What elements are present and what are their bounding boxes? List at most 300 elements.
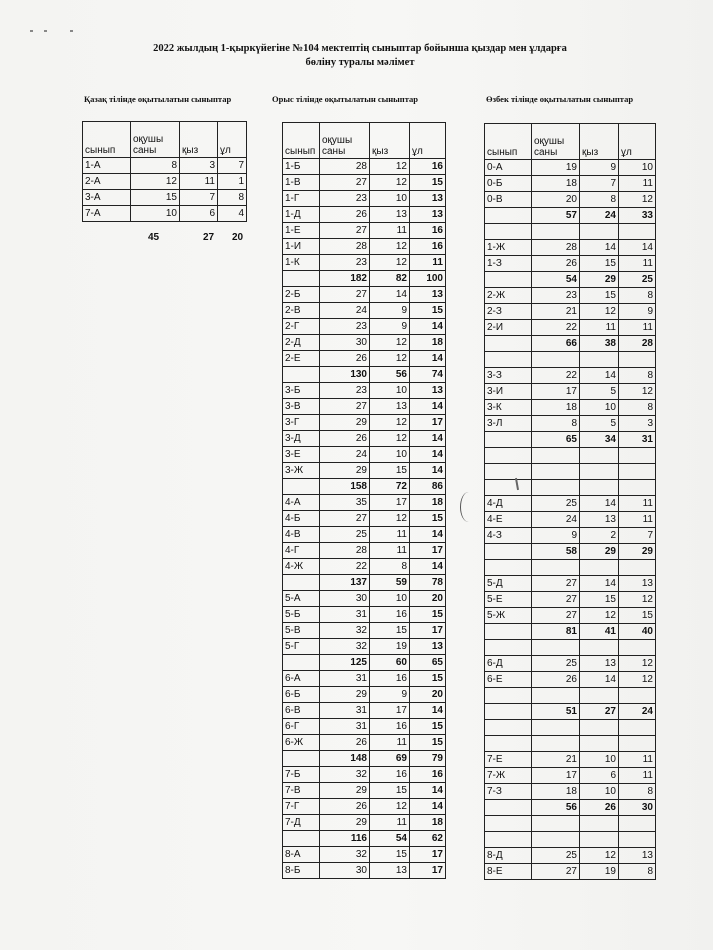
cell-boys: 15 xyxy=(410,671,446,687)
cell-boys: 13 xyxy=(410,383,446,399)
cell-girls: 11 xyxy=(180,174,218,190)
cell-class: 2-Д xyxy=(283,335,320,351)
cell-girls: 14 xyxy=(580,240,619,256)
cell-students: 23 xyxy=(532,288,580,304)
cell-class xyxy=(283,575,320,591)
cell-girls: 16 xyxy=(370,719,410,735)
cell-class xyxy=(283,751,320,767)
cell-class xyxy=(485,448,532,464)
cell-students: 27 xyxy=(532,608,580,624)
cell-students: 158 xyxy=(320,479,370,495)
cell-students: 27 xyxy=(320,175,370,191)
cell-girls: 13 xyxy=(370,863,410,879)
cell-girls: 59 xyxy=(370,575,410,591)
cell-boys: 20 xyxy=(410,687,446,703)
cell-boys: 11 xyxy=(410,255,446,271)
table-row xyxy=(485,480,656,496)
cell-students xyxy=(532,688,580,704)
cell-class: 7-Д xyxy=(283,815,320,831)
table-row xyxy=(485,160,656,176)
cell-girls: 72 xyxy=(370,479,410,495)
cell-girls: 15 xyxy=(370,623,410,639)
cell-students: 22 xyxy=(320,559,370,575)
cell-class: 4-Г xyxy=(283,543,320,559)
cell-students: 29 xyxy=(320,415,370,431)
cell-students: 27 xyxy=(532,592,580,608)
table-row xyxy=(283,543,446,559)
cell-girls xyxy=(580,736,619,752)
cell-girls: 41 xyxy=(580,624,619,640)
cell-class: 2-Е xyxy=(283,351,320,367)
cell-girls: 12 xyxy=(580,608,619,624)
cell-girls: 13 xyxy=(370,399,410,415)
cell-class xyxy=(283,271,320,287)
cell-class xyxy=(283,655,320,671)
table-row xyxy=(283,383,446,399)
table-row xyxy=(485,752,656,768)
cell-class xyxy=(283,367,320,383)
cell-girls: 11 xyxy=(370,815,410,831)
table-row xyxy=(485,736,656,752)
cell-boys: 28 xyxy=(619,336,656,352)
cell-class: 1-К xyxy=(283,255,320,271)
cell-boys: 18 xyxy=(410,335,446,351)
cell-boys xyxy=(619,480,656,496)
cell-class: 4-Е xyxy=(485,512,532,528)
header-girls xyxy=(580,124,619,160)
subtotal-row xyxy=(283,751,446,767)
cell-girls: 11 xyxy=(370,735,410,751)
cell-boys: 12 xyxy=(619,656,656,672)
cell-class xyxy=(485,464,532,480)
cell-students: 51 xyxy=(532,704,580,720)
cell-girls: 14 xyxy=(580,576,619,592)
cell-boys: 16 xyxy=(410,767,446,783)
cell-students: 137 xyxy=(320,575,370,591)
cell-boys: 13 xyxy=(619,848,656,864)
table-row xyxy=(485,592,656,608)
cell-girls: 11 xyxy=(370,543,410,559)
table-row xyxy=(485,784,656,800)
table-row xyxy=(283,847,446,863)
pencil-marks xyxy=(30,30,90,32)
subtotal-row xyxy=(283,575,446,591)
cell-girls: 12 xyxy=(370,255,410,271)
cell-girls: 15 xyxy=(580,288,619,304)
cell-class: 1-Б xyxy=(283,159,320,175)
header-students xyxy=(131,122,180,158)
cell-girls xyxy=(580,640,619,656)
cell-students: 23 xyxy=(320,383,370,399)
cell-girls: 38 xyxy=(580,336,619,352)
cell-students xyxy=(532,720,580,736)
table-row xyxy=(485,240,656,256)
cell-girls: 19 xyxy=(370,639,410,655)
section-heading-kazakh: Қазақ тілінде оқытылатын сыныптар xyxy=(84,94,232,104)
cell-girls: 12 xyxy=(370,431,410,447)
cell-students xyxy=(532,448,580,464)
cell-boys: 11 xyxy=(619,176,656,192)
cell-girls xyxy=(580,448,619,464)
cell-girls: 13 xyxy=(580,656,619,672)
cell-girls: 27 xyxy=(580,704,619,720)
cell-class: 5-В xyxy=(283,623,320,639)
cell-class: 4-А xyxy=(283,495,320,511)
cell-class xyxy=(485,736,532,752)
table-row xyxy=(283,815,446,831)
cell-students: 32 xyxy=(320,847,370,863)
cell-boys: 14 xyxy=(410,351,446,367)
cell-boys: 13 xyxy=(410,207,446,223)
cell-boys: 8 xyxy=(619,288,656,304)
cell-boys: 18 xyxy=(410,495,446,511)
cell-boys: 11 xyxy=(619,496,656,512)
subtotal-row xyxy=(283,367,446,383)
cell-boys xyxy=(619,640,656,656)
cell-girls: 5 xyxy=(580,416,619,432)
cell-girls: 13 xyxy=(580,512,619,528)
table-row xyxy=(283,399,446,415)
cell-class: 7-Б xyxy=(283,767,320,783)
cell-students: 26 xyxy=(320,207,370,223)
subtotal-row xyxy=(485,272,656,288)
cell-class xyxy=(485,816,532,832)
cell-boys: 14 xyxy=(410,527,446,543)
table-row xyxy=(485,448,656,464)
header-row xyxy=(283,123,446,159)
header-boys-text: ұл xyxy=(220,145,231,156)
table-row xyxy=(283,607,446,623)
cell-girls: 26 xyxy=(580,800,619,816)
table-row xyxy=(283,559,446,575)
cell-girls: 12 xyxy=(370,351,410,367)
cell-girls: 12 xyxy=(370,415,410,431)
cell-students: 27 xyxy=(320,287,370,303)
cell-students xyxy=(532,736,580,752)
cell-students: 29 xyxy=(320,783,370,799)
table-row xyxy=(485,816,656,832)
cell-class: 3-Ж xyxy=(283,463,320,479)
cell-boys: 14 xyxy=(410,319,446,335)
cell-girls: 2 xyxy=(580,528,619,544)
cell-boys: 4 xyxy=(218,206,247,222)
cell-boys: 18 xyxy=(410,815,446,831)
cell-class: 8-А xyxy=(283,847,320,863)
cell-class xyxy=(485,208,532,224)
cell-class: 7-Е xyxy=(485,752,532,768)
cell-girls: 9 xyxy=(370,303,410,319)
cell-girls: 14 xyxy=(580,496,619,512)
cell-class: 4-Б xyxy=(283,511,320,527)
cell-class: 6-В xyxy=(283,703,320,719)
table-row xyxy=(485,416,656,432)
table-row xyxy=(283,207,446,223)
cell-boys xyxy=(619,352,656,368)
cell-students: 28 xyxy=(320,543,370,559)
cell-students: 29 xyxy=(320,687,370,703)
cell-boys: 14 xyxy=(410,799,446,815)
cell-class: 5-А xyxy=(283,591,320,607)
cell-class xyxy=(485,704,532,720)
cell-girls: 11 xyxy=(580,320,619,336)
cell-boys xyxy=(619,464,656,480)
cell-boys: 15 xyxy=(619,608,656,624)
cell-students: 58 xyxy=(532,544,580,560)
cell-students: 25 xyxy=(532,848,580,864)
table-row xyxy=(485,496,656,512)
table-row xyxy=(283,735,446,751)
table-row xyxy=(283,447,446,463)
cell-students: 29 xyxy=(320,463,370,479)
cell-students: 27 xyxy=(320,511,370,527)
cell-class: 7-Ж xyxy=(485,768,532,784)
cell-class: 2-З xyxy=(485,304,532,320)
header-row xyxy=(485,124,656,160)
subtotal-row xyxy=(485,800,656,816)
cell-students: 18 xyxy=(532,176,580,192)
table-row xyxy=(283,767,446,783)
header-girls-text: қыз xyxy=(182,145,199,156)
subtotal-row xyxy=(283,479,446,495)
cell-students: 27 xyxy=(532,864,580,880)
cell-girls: 17 xyxy=(370,495,410,511)
cell-students: 9 xyxy=(532,528,580,544)
table-row xyxy=(485,368,656,384)
cell-students: 25 xyxy=(532,656,580,672)
kazakh-total-boys: 20 xyxy=(232,232,244,243)
table-row xyxy=(485,224,656,240)
cell-boys: 10 xyxy=(619,160,656,176)
cell-students: 54 xyxy=(532,272,580,288)
cell-students: 24 xyxy=(532,512,580,528)
cell-boys: 17 xyxy=(410,543,446,559)
cell-girls: 6 xyxy=(180,206,218,222)
cell-class: 2-И xyxy=(485,320,532,336)
cell-boys: 11 xyxy=(619,512,656,528)
cell-students: 26 xyxy=(320,351,370,367)
cell-class xyxy=(283,479,320,495)
cell-students: 125 xyxy=(320,655,370,671)
cell-class xyxy=(485,800,532,816)
cell-class xyxy=(485,544,532,560)
cell-class: 7-А xyxy=(83,206,131,222)
cell-class: 1-А xyxy=(83,158,131,174)
cell-girls xyxy=(580,816,619,832)
table-row xyxy=(283,719,446,735)
cell-students: 27 xyxy=(320,399,370,415)
table-row xyxy=(485,672,656,688)
cell-boys xyxy=(619,688,656,704)
cell-students: 19 xyxy=(532,160,580,176)
cell-students: 23 xyxy=(320,191,370,207)
cell-boys: 14 xyxy=(410,703,446,719)
header-girls xyxy=(180,122,218,158)
cell-boys xyxy=(619,832,656,848)
cell-boys: 14 xyxy=(619,240,656,256)
cell-students: 22 xyxy=(532,320,580,336)
header-boys-text: ұл xyxy=(412,146,423,157)
table-row xyxy=(283,639,446,655)
cell-girls: 11 xyxy=(370,527,410,543)
cell-students xyxy=(532,464,580,480)
table-row xyxy=(283,687,446,703)
table-row xyxy=(283,783,446,799)
table-row xyxy=(283,799,446,815)
cell-class: 5-Б xyxy=(283,607,320,623)
cell-class: 6-Д xyxy=(485,656,532,672)
cell-class: 1-И xyxy=(283,239,320,255)
cell-girls: 12 xyxy=(370,175,410,191)
cell-girls: 12 xyxy=(370,159,410,175)
cell-students: 31 xyxy=(320,671,370,687)
cell-girls: 7 xyxy=(580,176,619,192)
cell-students: 24 xyxy=(320,447,370,463)
cell-girls: 5 xyxy=(580,384,619,400)
cell-girls: 12 xyxy=(370,511,410,527)
cell-girls: 15 xyxy=(370,783,410,799)
cell-class: 1-З xyxy=(485,256,532,272)
cell-boys: 14 xyxy=(410,783,446,799)
cell-class: 6-Г xyxy=(283,719,320,735)
table-row xyxy=(485,832,656,848)
cell-girls: 15 xyxy=(370,463,410,479)
uzbek-classes-table xyxy=(484,123,656,880)
cell-students: 26 xyxy=(320,431,370,447)
cell-boys: 17 xyxy=(410,623,446,639)
table-row xyxy=(485,192,656,208)
table-row xyxy=(283,239,446,255)
cell-class: 2-В xyxy=(283,303,320,319)
cell-class: 1-Г xyxy=(283,191,320,207)
cell-boys: 16 xyxy=(410,159,446,175)
table-row xyxy=(83,174,247,190)
cell-class: 3-К xyxy=(485,400,532,416)
cell-class: 2-А xyxy=(83,174,131,190)
cell-class: 2-Г xyxy=(283,319,320,335)
cell-girls: 16 xyxy=(370,671,410,687)
cell-class: 3-Г xyxy=(283,415,320,431)
kazakh-total-girls: 27 xyxy=(203,232,215,243)
cell-class xyxy=(283,831,320,847)
cell-students: 66 xyxy=(532,336,580,352)
cell-class: 8-Д xyxy=(485,848,532,864)
cell-boys: 13 xyxy=(619,576,656,592)
table-row xyxy=(83,190,247,206)
cell-boys: 15 xyxy=(410,735,446,751)
cell-boys: 33 xyxy=(619,208,656,224)
cell-class: 6-Ж xyxy=(283,735,320,751)
section-heading-russian: Орыс тілінде оқытылатын сыныптар xyxy=(272,94,418,104)
cell-class: 5-Е xyxy=(485,592,532,608)
subtotal-row xyxy=(283,655,446,671)
table-row xyxy=(485,400,656,416)
cell-students: 24 xyxy=(320,303,370,319)
cell-boys: 86 xyxy=(410,479,446,495)
cell-boys: 16 xyxy=(410,223,446,239)
cell-class: 4-Ж xyxy=(283,559,320,575)
cell-students: 32 xyxy=(320,623,370,639)
table-row xyxy=(485,288,656,304)
cell-class: 1-Ж xyxy=(485,240,532,256)
cell-class: 1-В xyxy=(283,175,320,191)
header-class-text: сынып xyxy=(85,145,116,156)
table-row xyxy=(283,351,446,367)
table-row xyxy=(485,304,656,320)
cell-boys: 17 xyxy=(410,863,446,879)
cell-boys xyxy=(619,560,656,576)
title-line-2: бөліну туралы мәлімет xyxy=(305,57,415,68)
cell-class: 4-Д xyxy=(485,496,532,512)
cell-students xyxy=(532,640,580,656)
cell-girls: 10 xyxy=(370,383,410,399)
cell-girls xyxy=(580,832,619,848)
cell-students: 20 xyxy=(532,192,580,208)
cell-students xyxy=(532,352,580,368)
cell-girls xyxy=(580,224,619,240)
cell-boys: 15 xyxy=(410,175,446,191)
cell-boys: 11 xyxy=(619,320,656,336)
cell-class: 0-А xyxy=(485,160,532,176)
cell-girls xyxy=(580,720,619,736)
cell-students: 27 xyxy=(532,576,580,592)
cell-class xyxy=(485,336,532,352)
cell-students: 17 xyxy=(532,384,580,400)
cell-students: 26 xyxy=(320,735,370,751)
cell-students: 10 xyxy=(131,206,180,222)
cell-students: 35 xyxy=(320,495,370,511)
cell-girls: 24 xyxy=(580,208,619,224)
cell-students: 148 xyxy=(320,751,370,767)
cell-students: 23 xyxy=(320,255,370,271)
header-class xyxy=(83,122,131,158)
cell-girls: 16 xyxy=(370,767,410,783)
cell-students: 18 xyxy=(532,784,580,800)
cell-boys: 1 xyxy=(218,174,247,190)
cell-boys: 30 xyxy=(619,800,656,816)
header-students-text: саны xyxy=(133,145,157,156)
cell-students xyxy=(532,480,580,496)
cell-boys: 7 xyxy=(218,158,247,174)
cell-boys: 14 xyxy=(410,431,446,447)
cell-students: 182 xyxy=(320,271,370,287)
cell-students: 23 xyxy=(320,319,370,335)
cell-girls: 15 xyxy=(580,592,619,608)
table-row xyxy=(485,864,656,880)
cell-girls: 17 xyxy=(370,703,410,719)
table-row xyxy=(485,384,656,400)
cell-class: 7-В xyxy=(283,783,320,799)
table-row xyxy=(283,671,446,687)
cell-boys: 15 xyxy=(410,511,446,527)
subtotal-row xyxy=(485,704,656,720)
cell-students: 32 xyxy=(320,639,370,655)
cell-girls: 9 xyxy=(370,687,410,703)
cell-class: 4-З xyxy=(485,528,532,544)
table-row xyxy=(283,255,446,271)
cell-class xyxy=(485,624,532,640)
cell-girls xyxy=(580,560,619,576)
cell-boys: 11 xyxy=(619,752,656,768)
cell-boys: 40 xyxy=(619,624,656,640)
cell-boys: 14 xyxy=(410,463,446,479)
cell-boys: 9 xyxy=(619,304,656,320)
cell-students: 22 xyxy=(532,368,580,384)
table-row xyxy=(283,591,446,607)
cell-girls: 6 xyxy=(580,768,619,784)
header-row xyxy=(83,122,247,158)
subtotal-row xyxy=(485,544,656,560)
cell-boys: 8 xyxy=(619,784,656,800)
